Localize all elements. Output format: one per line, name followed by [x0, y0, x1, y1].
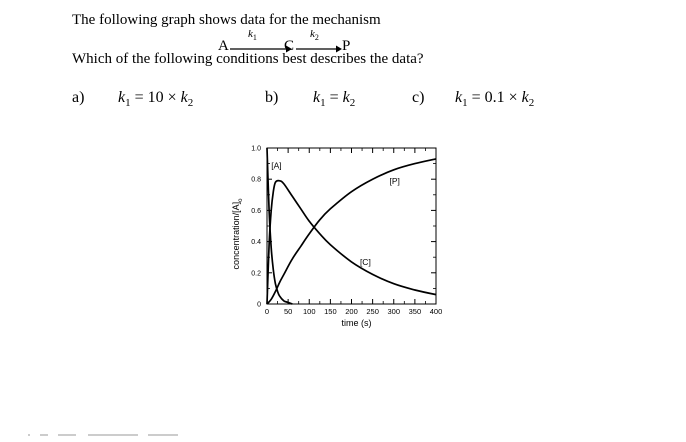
option-c-letter[interactable]: c) [412, 89, 425, 106]
plot-frame [267, 148, 436, 304]
option-a-expression[interactable]: $k_1 = 10 \times k_2$ [118, 89, 194, 110]
y-tick-label: 0.8 [251, 176, 261, 184]
x-tick-label: 0 [264, 307, 270, 316]
mechanism-k1: $k_1$ [248, 28, 257, 43]
option-c-expression[interactable]: $k_1 = 0.1 \times k_2$ [455, 89, 535, 110]
question-prompt: Which of the following conditions best describes the data? [72, 51, 424, 67]
option-b-expression[interactable]: $k_1 = k_2$ [313, 89, 356, 110]
question-intro: The following graph shows data for the mechanism [72, 12, 381, 28]
next-question-fragment [28, 424, 228, 428]
x-tick-label: 250 [366, 307, 379, 316]
y-tick-label: 0.2 [251, 270, 261, 278]
x-tick-label: 350 [408, 307, 422, 316]
x-tick-label: 300 [387, 307, 401, 316]
mechanism-intermediate: C [284, 38, 295, 54]
curve-label-2: [C] [359, 257, 371, 267]
option-a-letter[interactable]: a) [72, 89, 85, 106]
x-tick-label: 50 [283, 307, 293, 316]
x-axis-label: time (s) [341, 318, 372, 328]
y-axis-label: concentration/$[A]_o$ [231, 198, 244, 270]
y-tick-label: 0.4 [251, 239, 261, 247]
y-tick-label: 1.0 [251, 145, 261, 153]
y-tick-label: 0.6 [251, 207, 261, 215]
mechanism-reactant: A [218, 38, 229, 54]
x-tick-label: 200 [345, 307, 358, 316]
option-b-letter[interactable]: b) [265, 89, 279, 106]
x-tick-label: 400 [429, 307, 443, 316]
y-tick-label: 0 [257, 301, 261, 309]
series-line-2 [267, 159, 436, 304]
mechanism-product: P [342, 38, 351, 54]
curve-label-1: [P] [389, 175, 400, 186]
x-tick-label: 150 [324, 307, 337, 316]
series-line-1 [267, 181, 436, 304]
x-tick-label: 100 [302, 307, 316, 316]
curve-label-0: [A] [271, 160, 282, 171]
mechanism-k2: $k_2$ [310, 28, 319, 43]
